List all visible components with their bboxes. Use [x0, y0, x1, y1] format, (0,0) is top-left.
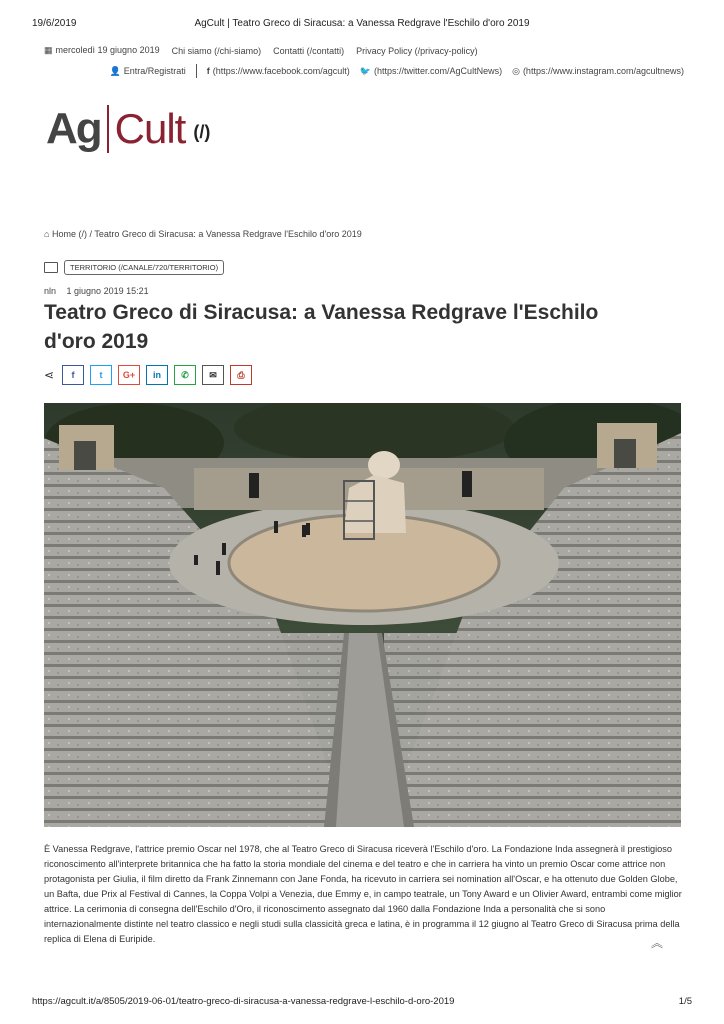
- logo-divider: [107, 105, 109, 153]
- share-email-button[interactable]: ✉: [202, 365, 224, 385]
- link-chi-siamo[interactable]: Chi siamo (/chi-siamo): [171, 45, 262, 56]
- article-meta: [44, 286, 149, 296]
- instagram-link[interactable]: ◎ (https://www.instagram.com/agcultnews): [512, 65, 684, 76]
- link-privacy-policy[interactable]: Privacy Policy (/privacy-policy): [356, 45, 478, 56]
- facebook-icon: f: [206, 66, 210, 76]
- share-facebook-button[interactable]: f: [62, 365, 84, 385]
- share-whatsapp-button[interactable]: ✆: [174, 365, 196, 385]
- home-icon: ⌂: [44, 229, 50, 239]
- share-googleplus-button[interactable]: G+: [118, 365, 140, 385]
- article-body: È Vanessa Redgrave, l'attrice premio Oscar nel 1978, che al Teatro Greco di Siracusa riceverà l'Eschilo d'oro. La Fondazione Inda assegnerà il prestigioso riconoscimento all'interprete britannica che ha fatto la storia mondiale del cinema e del teatro e che in carriera ha vinto un premio Oscar come attrice non protagonista per Giulia, il film diretto da Frank Zinnemann con Jane Fonda, ha ricevuto in carriera sei nomination all'Oscar, e ha ottenuto due Golden Globe, un Bafta, due Prix al Festival di Cannes, la Coppa Volpi a Venezia, due Emmy e, in campo teatrale, un Tony Award e un Olivier Award, entrambi come miglior attrice. La cerimonia di consegna dell'Eschilo d'Oro, il riconoscimento assegnato dal 1960 dalla Fondazione Inda a personalità che si sono internazionalmente distinte nel teatro classico e negli studi sulla classicità greca e latina, è in programma il 12 giugno al Teatro Greco di Siracusa prima della replica di Elena di Euripide.: [44, 844, 682, 944]
- share-bar: [44, 365, 252, 385]
- article-title: Teatro Greco di Siracusa: a Vanessa Redgrave l'Eschilo d'oro 2019: [44, 301, 599, 353]
- share-icon: ⋖: [44, 368, 55, 382]
- category-row: [44, 260, 224, 275]
- breadcrumb-current: Teatro Greco di Siracusa: a Vanessa Redgrave l'Eschilo d'oro 2019: [94, 229, 362, 239]
- breadcrumb-home[interactable]: Home (/): [51, 229, 87, 239]
- user-icon: 👤: [109, 65, 121, 76]
- author: nln: [44, 286, 57, 296]
- publish-datetime: 1 giugno 2019 15:21: [66, 286, 149, 296]
- twitter-icon: 🐦: [359, 65, 372, 76]
- logo-cult: Cult: [114, 105, 186, 152]
- theatre-photo-illustration: [44, 403, 681, 827]
- print-date: 19/6/2019: [32, 18, 77, 29]
- logo-link-text: (/): [193, 121, 211, 142]
- article-photo: [44, 403, 681, 827]
- share-pdf-button[interactable]: ⎙: [230, 365, 252, 385]
- link-contatti[interactable]: Contatti (/contatti): [273, 45, 345, 56]
- twitter-link[interactable]: 🐦 (https://twitter.com/AgCultNews): [359, 65, 503, 76]
- current-date: ▦ mercoledì 19 giugno 2019: [44, 45, 160, 55]
- instagram-icon: ◎: [512, 65, 520, 76]
- top-bar: [44, 45, 478, 56]
- print-title: AgCult | Teatro Greco di Siracusa: a Vanessa Redgrave l'Eschilo d'oro 2019: [194, 18, 530, 29]
- print-url: https://agcult.it/a/8505/2019-06-01/teatro-greco-di-siracusa-a-vanessa-redgrave-l-eschilo-d-oro-2019: [32, 996, 455, 1007]
- share-linkedin-button[interactable]: in: [146, 365, 168, 385]
- facebook-link[interactable]: f (https://www.facebook.com/agcult): [206, 66, 350, 76]
- calendar-icon: ▦: [44, 45, 53, 55]
- breadcrumb: [44, 229, 362, 239]
- login-link[interactable]: 👤 Entra/Registrati: [109, 65, 186, 76]
- folder-icon: [44, 262, 58, 273]
- share-twitter-button[interactable]: t: [90, 365, 112, 385]
- breadcrumb-separator: /: [89, 229, 92, 239]
- site-logo[interactable]: [46, 104, 210, 154]
- logo-ag: Ag: [46, 104, 101, 153]
- category-tag[interactable]: TERRITORIO (/CANALE/720/TERRITORIO): [64, 260, 224, 275]
- divider: [196, 64, 197, 78]
- chevron-up-icon[interactable]: ︽: [651, 936, 664, 950]
- print-page-number: 1/5: [678, 996, 692, 1007]
- social-bar: [110, 64, 685, 78]
